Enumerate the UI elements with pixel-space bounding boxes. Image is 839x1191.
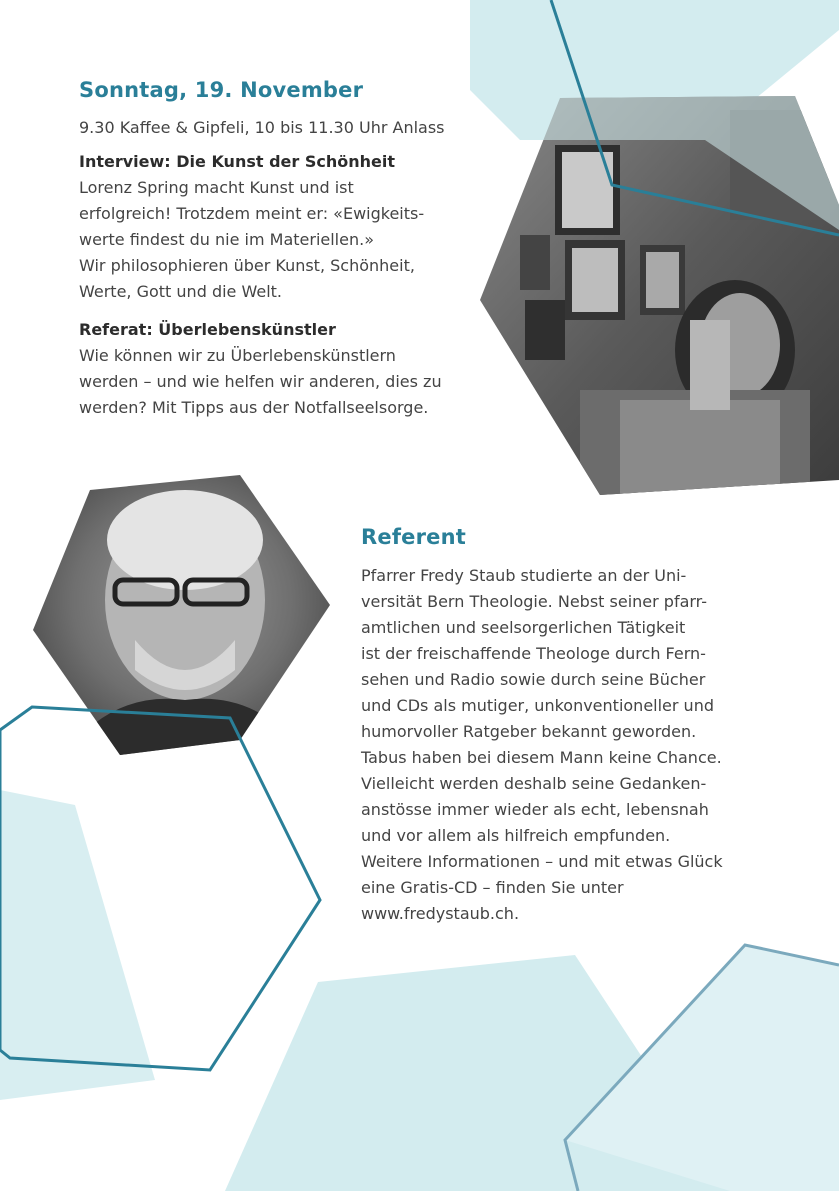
- event-section: [79, 78, 499, 421]
- referat-text: Wie können wir zu Überlebenskünstlern werden – und wie helfen wir anderen, dies zu werden? Mit Tipps aus der Notfallseelsorge.: [79, 346, 442, 417]
- interview-title: Interview: Die Kunst der Schönheit: [79, 152, 395, 171]
- event-heading: Sonntag, 19. November: [79, 78, 364, 102]
- pale-shape-left: [0, 790, 155, 1100]
- event-time: 9.30 Kaffee & Gipfeli, 10 bis 11.30 Uhr Anlass: [79, 118, 445, 137]
- referent-bio: Pfarrer Fredy Staub studierte an der Uni- versität Bern Theologie. Nebst seiner pfarr- amtlichen und seelsorgerlichen Tätigkeit ist der freischaffende Theologe durch Fern- sehen und Radio sowie durch seine Bücher und CDs als mutiger, unkonventioneller und humorvoller Ratgeber bekannt geworden. Tabus haben bei diesem Mann keine Chance. Vielleicht werden deshalb seine Gedanken- anstösse immer wieder als echt, lebensnah und vor allem als hilfreich empfunden. Weitere Informationen – und mit etwas Glück eine Gratis-CD – finden Sie unter www.fredystaub.ch.: [361, 566, 723, 923]
- interview-text: Lorenz Spring macht Kunst und ist erfolgreich! Trotzdem meint er: «Ewigkeits- werte findest du nie im Materiellen.» Wir philosophieren über Kunst, Schönheit, Werte, Gott und die Welt.: [79, 178, 425, 301]
- referat-title: Referat: Überlebenskünstler: [79, 320, 336, 339]
- referent-section: [361, 525, 781, 927]
- referent-heading: Referent: [361, 525, 466, 549]
